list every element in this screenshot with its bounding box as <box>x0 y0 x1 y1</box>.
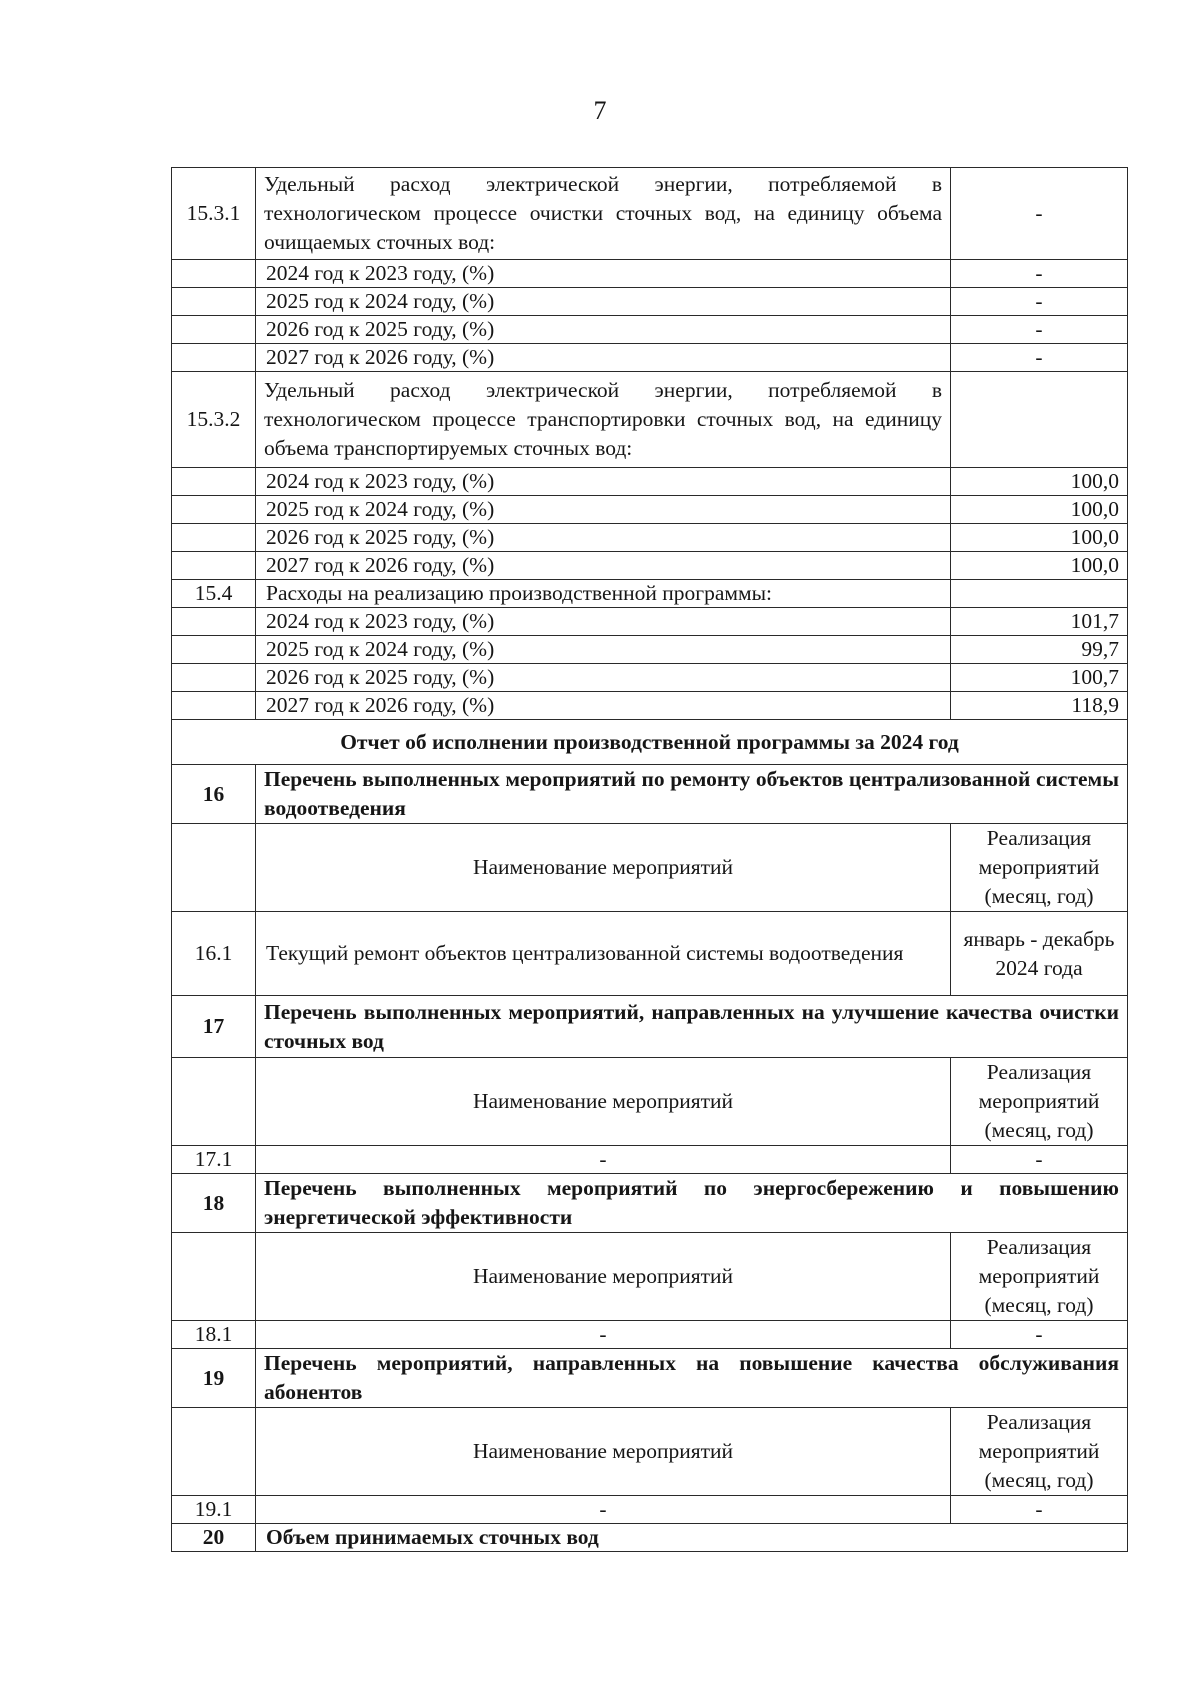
year-value: 99,7 <box>951 636 1128 664</box>
table-row <box>172 636 1128 664</box>
table-row <box>172 1174 1128 1233</box>
year-value: - <box>951 316 1128 344</box>
year-value: 100,0 <box>951 524 1128 552</box>
row-number: 15.3.2 <box>172 372 256 468</box>
section-number: 16 <box>172 765 256 824</box>
section-number: 17 <box>172 996 256 1058</box>
section-number: 20 <box>172 1524 256 1552</box>
indicator-text: Удельный расход электрической энергии, потребляемой в технологическом процессе очистки сточных вод, на единицу объема очищаемых сточных вод: <box>256 168 951 260</box>
column-header-impl: Реализация мероприятий (месяц, год) <box>951 1058 1128 1146</box>
table-row <box>172 824 1128 912</box>
year-label: 2024 год к 2023 году, (%) <box>256 260 951 288</box>
table-row <box>172 496 1128 524</box>
indicator-value: - <box>951 168 1128 260</box>
table-row <box>172 996 1128 1058</box>
table-row <box>172 552 1128 580</box>
year-label: 2027 год к 2026 году, (%) <box>256 344 951 372</box>
year-value: - <box>951 260 1128 288</box>
table-row <box>172 288 1128 316</box>
table-row <box>172 608 1128 636</box>
row-number: 15.3.1 <box>172 168 256 260</box>
column-header-name: Наименование мероприятий <box>256 1233 951 1321</box>
table-row <box>172 260 1128 288</box>
year-label: 2027 год к 2026 году, (%) <box>256 552 951 580</box>
section-title: Объем принимаемых сточных вод <box>256 1524 1128 1552</box>
table-row <box>172 1349 1128 1408</box>
table-row <box>172 524 1128 552</box>
year-label: 2025 год к 2024 году, (%) <box>256 496 951 524</box>
activity-period: - <box>951 1496 1128 1524</box>
table-row <box>172 580 1128 608</box>
row-number: 19.1 <box>172 1496 256 1524</box>
column-header-impl: Реализация мероприятий (месяц, год) <box>951 1233 1128 1321</box>
section-title: Перечень выполненных мероприятий по энергосбережению и повышению энергетической эффективности <box>256 1174 1128 1233</box>
section-title: Перечень мероприятий, направленных на повышение качества обслуживания абонентов <box>256 1349 1128 1408</box>
year-label: 2024 год к 2023 году, (%) <box>256 608 951 636</box>
year-label: 2025 год к 2024 году, (%) <box>256 636 951 664</box>
activity-text: - <box>256 1321 951 1349</box>
table-row <box>172 1408 1128 1496</box>
table-row <box>172 720 1128 765</box>
year-label: 2026 год к 2025 году, (%) <box>256 664 951 692</box>
row-number: 17.1 <box>172 1146 256 1174</box>
year-label: 2027 год к 2026 году, (%) <box>256 692 951 720</box>
table-row <box>172 765 1128 824</box>
year-value: 100,0 <box>951 552 1128 580</box>
year-value: 101,7 <box>951 608 1128 636</box>
year-value: - <box>951 344 1128 372</box>
year-label: 2024 год к 2023 году, (%) <box>256 468 951 496</box>
column-header-name: Наименование мероприятий <box>256 1058 951 1146</box>
activity-text: - <box>256 1146 951 1174</box>
activity-period: январь - декабрь 2024 года <box>951 912 1128 996</box>
year-label: 2025 год к 2024 году, (%) <box>256 288 951 316</box>
section-number: 18 <box>172 1174 256 1233</box>
table-row <box>172 344 1128 372</box>
table-row <box>172 1058 1128 1146</box>
activity-period: - <box>951 1146 1128 1174</box>
table-row <box>172 1524 1128 1552</box>
indicators-table <box>171 167 1128 1552</box>
report-title: Отчет об исполнении производственной программы за 2024 год <box>172 720 1128 765</box>
activity-text: - <box>256 1496 951 1524</box>
year-label: 2026 год к 2025 году, (%) <box>256 316 951 344</box>
column-header-impl: Реализация мероприятий (месяц, год) <box>951 1408 1128 1496</box>
section-title: Перечень выполненных мероприятий, направленных на улучшение качества очистки сточных вод <box>256 996 1128 1058</box>
table-row <box>172 1496 1128 1524</box>
column-header-name: Наименование мероприятий <box>256 1408 951 1496</box>
table-row <box>172 1146 1128 1174</box>
table-row <box>172 1321 1128 1349</box>
year-value: 100,7 <box>951 664 1128 692</box>
row-number: 15.4 <box>172 580 256 608</box>
year-value: 118,9 <box>951 692 1128 720</box>
section-title: Перечень выполненных мероприятий по ремонту объектов централизованной системы водоотведения <box>256 765 1128 824</box>
table-row <box>172 316 1128 344</box>
row-number: 18.1 <box>172 1321 256 1349</box>
table-row <box>172 1233 1128 1321</box>
indicator-text: Удельный расход электрической энергии, потребляемой в технологическом процессе транспортировки сточных вод, на единицу объема транспортируемых сточных вод: <box>256 372 951 468</box>
year-value: 100,0 <box>951 496 1128 524</box>
table-row <box>172 692 1128 720</box>
column-header-impl: Реализация мероприятий (месяц, год) <box>951 824 1128 912</box>
table-row <box>172 468 1128 496</box>
activity-text: Текущий ремонт объектов централизованной системы водоотведения <box>256 912 951 996</box>
activity-period: - <box>951 1321 1128 1349</box>
section-number: 19 <box>172 1349 256 1408</box>
table-row <box>172 372 1128 468</box>
column-header-name: Наименование мероприятий <box>256 824 951 912</box>
indicator-text: Расходы на реализацию производственной программы: <box>256 580 951 608</box>
year-label: 2026 год к 2025 году, (%) <box>256 524 951 552</box>
table-row <box>172 168 1128 260</box>
year-value: 100,0 <box>951 468 1128 496</box>
table-row <box>172 664 1128 692</box>
page-number: 7 <box>593 96 607 125</box>
row-number: 16.1 <box>172 912 256 996</box>
table-row <box>172 912 1128 996</box>
year-value: - <box>951 288 1128 316</box>
